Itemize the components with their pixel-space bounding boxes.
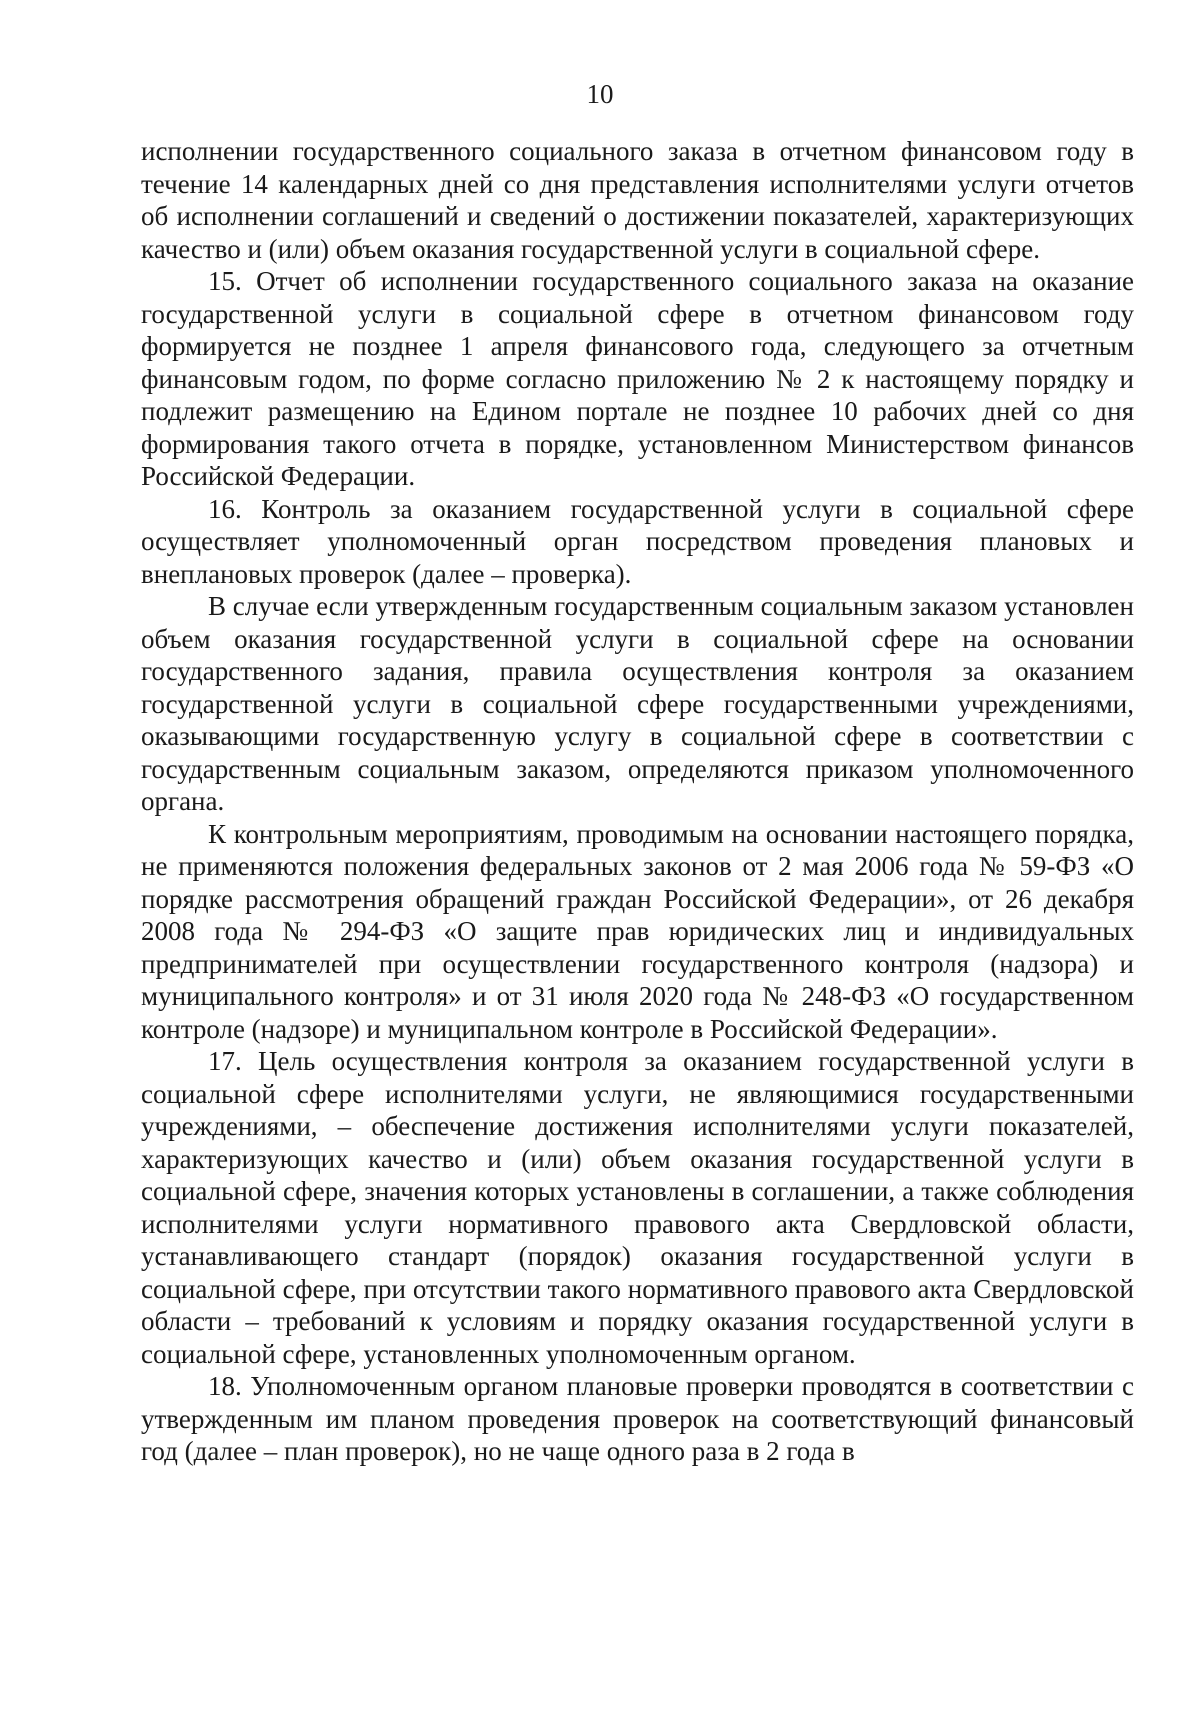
paragraph-item-17: 17. Цель осуществления контроля за оказанием государственной услуги в социальной сфере исполнителями услуги, не являющимися государственными учреждениями, – обеспечение достижения исполнителями услуги показателей, характеризующих качество и (или) объем оказания государственной услуги в социальной сфере, значения которых установлены в соглашении, а также соблюдения исполнителями услуги нормативного правового акта Свердловской области, устанавливающего стандарт (порядок) оказания государственной услуги в социальной сфере, при отсутствии такого нормативного правового акта Свердловской области – требований к условиям и порядку оказания государственной услуги в социальной сфере, установленных уполномоченным органом. — [141, 1046, 1134, 1369]
paragraph-item-18: 18. Уполномоченным органом плановые проверки проводятся в соответствии с утвержденным им планом проведения проверок на соответствующий финансовый год (далее – план проверок), но не чаще одного раза в 2 года в — [141, 1371, 1134, 1466]
paragraph-continuation: исполнении государственного социального заказа в отчетном финансовом году в течение 14 календарных дней со дня представления исполнителями услуги отчетов об исполнении соглашений и сведений о достижении показателей, характеризующих качество и (или) объем оказания государственной услуги в социальной сфере. — [141, 136, 1134, 264]
document-body — [141, 135, 1134, 1468]
paragraph-control-measures: К контрольным мероприятиям, проводимым на основании настоящего порядка, не применяются положения федеральных законов от 2 мая 2006 года № 59-ФЗ «О порядке рассмотрения обращений граждан Российской Федерации», от 26 декабря 2008 года № 294-ФЗ «О защите прав юридических лиц и индивидуальных предпринимателей при осуществлении государственного контроля (надзора) и муниципального контроля» и от 31 июля 2020 года № 248-ФЗ «О государственном контроле (надзоре) и муниципальном контроле в Российской Федерации». — [141, 818, 1134, 1044]
paragraph-item-15: 15. Отчет об исполнении государственного социального заказа на оказание государственной услуги в социальной сфере в отчетном финансовом году формируется не позднее 1 апреля финансового года, следующего за отчетным финансовым годом, по форме согласно приложению № 2 к настоящему порядку и подлежит размещению на Едином портале не позднее 10 рабочих дней со дня формирования такого отчета в порядке, установленном Министерством финансов Российской Федерации. — [141, 266, 1134, 491]
paragraph-state-assignment: В случае если утвержденным государственным социальным заказом установлен объем оказания государственной услуги в социальной сфере на основании государственного задания, правила осуществления контроля за оказанием государственной услуги в социальной сфере государственными учреждениями, оказывающими государственную услугу в социальной сфере в соответствии с государственным социальным заказом, определяются приказом уполномоченного органа. — [141, 591, 1134, 816]
paragraph-item-16: 16. Контроль за оказанием государственной услуги в социальной сфере осуществляет уполномоченный орган посредством проведения плановых и внеплановых проверок (далее – проверка). — [141, 493, 1134, 589]
page-number: 10 — [586, 79, 614, 109]
